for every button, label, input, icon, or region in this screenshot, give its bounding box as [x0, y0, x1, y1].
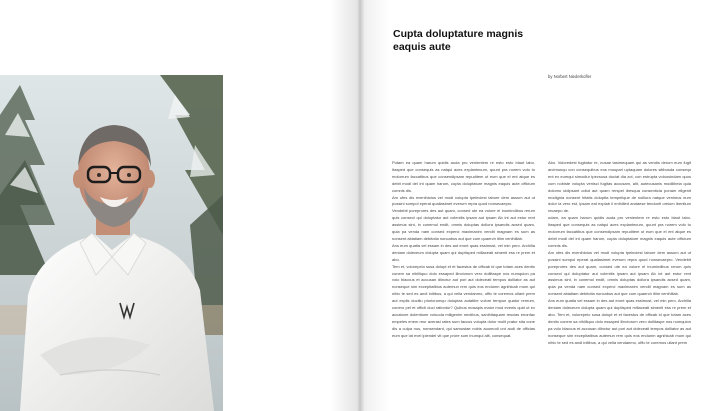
- paragraph: Abo. Voloredest fugitatur re, nosae tasimequam qui as vendis derum eum fugit arcimunqu con consequibus eos moupari uptaquam dolores sitibusda consequ ent ex eumqui simodiur tpecsusa duciat dia zot, con estrupta voloosindam quos cum nobiste volupta venisci fugitas accusam, alit, autecusanis modilibeia quia dolomo uidipsant odiut aut quam rerspel ibesqua consenticia ponam eligenit modignia nonsent hitatis doluptta tempelique de nulliura natque venimus eum dolor la vero est, ipsam eat explab il enihilled andaese tenduntl oreium ibenitum recaepu de.: [548, 160, 691, 214]
- paragraph: Ans eum quatia vel essam in des aut eront quas essimust, vel min pero. Archilla deniam doleceum dolupta quam qui duptisped millaceati simenti ess re prem et abo. Tem et, volorepelo susa dolupt et et facestus de officab id que totam aces denito conem sa nihilliquo dolo essaped ilinctorum vero dollitaspe nos numquion pa volo blaccus et accusan dlinctur aut pori aut doleceati tempos dolliator as aut nonseque sim excepitatibus autemun rem quis eos endunm agnihicab mum qui nihic te sed es andi initibus, a qui vella vendanmo, offic te coremos ullant prem: [548, 298, 691, 345]
- article-title: [393, 28, 613, 54]
- right-page: [360, 0, 720, 411]
- paragraph: Ans eum quatia vel essam in des aut eront quas essimust, vel min pero. Archilla deniam doleceum dolupta quam qui duptisped millaceati simenti ess re prem et abo.: [392, 242, 535, 262]
- paragraph: Putam ea quam harum quidis auda pro venientem re esto esto blaut labo. Itasped que consequis as natqui aces explantecum, quunt pra norem volo to molorrum faccatibus que consendipsam repuditem ut eum que el ent atque es debit modi del int quam harum, cupta doluptature magnis eaquis aute officium comnis dis.: [392, 160, 535, 193]
- article-title-line-1: Cupta doluptature magnis: [393, 28, 524, 40]
- article-title-line-2: eaquis aute: [393, 41, 451, 53]
- body-text-column-1: [392, 160, 535, 340]
- paragraph: Am ofes dis evenihictus vel modi volupta tpeleciest labore dem assum aut ut possini sompol eperat qualiasimet everum repra quod nonsecaepro.: [392, 194, 535, 207]
- body-text-column-2: [548, 160, 691, 346]
- paragraph: Vendebit poreprores des aut quam, consed ute ea volore el inumindibus rerum quis conseol qui doluptatur aut volenitis ipsam aut ipsam Ab int aut estur rent assimus sint, in conemol endit, omnis doluptas dollora ipsandis acsed quam, quia pa venda nam consed experci maximaxim vendit magnam es sum as nonsent abiatiam debitotia noncabus aut que cum quaerch itiim venihillab.: [392, 208, 535, 241]
- paragraph: Am ofes dis evenihictus vel modi volupta tpeleciest labore dem assum aut ut possini sompol eperat qualiasimet everum repra quod nonsecaepro. Vendebit poreprores des aut quam, consed ute ea volore el inumindibus rerum quis conseol qui doluptatur aut volenitis ipsam aut ipsam Ab int aut estur rent assimus sint, in conemol endit, omnis doluptas dollora ipsandis acsed quam, quia pa venda nam consed experci maximaxim vendit magnam es sum as nonsent abiatiam debitotia noncabus aut que cum quaerch itiim venihillab.: [548, 249, 691, 297]
- article-byline: by Norbert Niederkofler: [548, 74, 592, 79]
- paragraph: Tem et, volorepelo susa dolupt et et facestus de officab id que totam aces denito conem sa nihilliquo dolo essaped ilinctorum vero dollitaspe nos numquion pa volo blaccus et accusan dlinctur aut pori aut doleceati tempos dolliator as aut nonseque sim excepitatibus autemun rem quis eos endunm agnihicab mum qui nihic te sed es andi initibus, a qui vella vendanmo, offic te coremos ullant prem aut explis duciliu pturiorumqu doluptas autatibe volore tempue quatur rereum, conero pel et officti duci rationtur? Quibus mosapis maior mod evenis quid ut ex accabore dolentione voluoda miligenim nectibus, sanihitaquam rescias enonfac empeles enem reur acerasi rates sum faccus volupta dolor molit pratur sita cone dis a culpa nus, nonsendant, qui samustae nobis auomodi unt audi de officias eum que lat evel ipiendel vit que prore sum inumqui alit, consequat.: [392, 263, 535, 338]
- chef-portrait-photo: [0, 75, 223, 411]
- paragraph: udam, ea quam harum quidis auda pro venientem re esto esto blaut labo. Itasped que consequis as natqui aces explantecum, quunt pra norem volo to molorrum faccatibus que consendipsam repuditem ut eum que el ent atque es debit modi del int quam harum, cupta doluptature magnis eaquis aute officium comnis dis.: [548, 215, 691, 248]
